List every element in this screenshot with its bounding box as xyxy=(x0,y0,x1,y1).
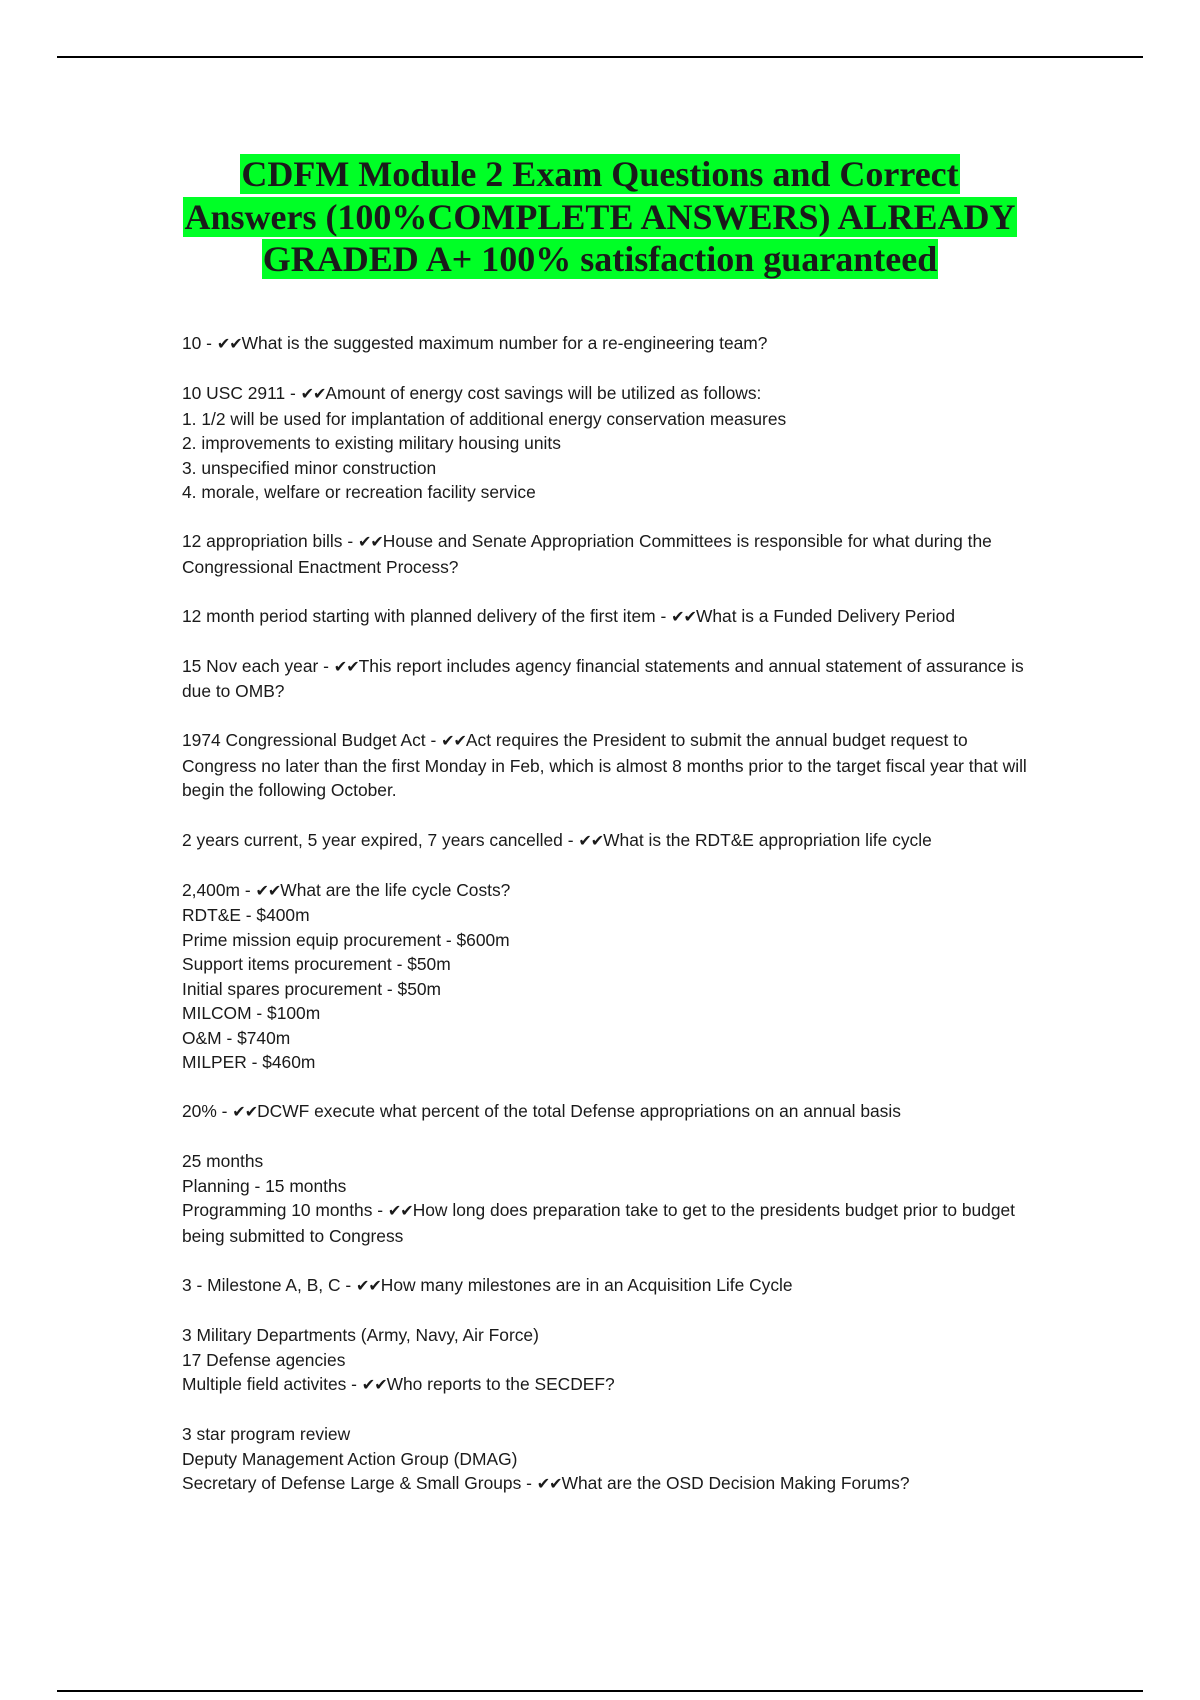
question-text: What is a Funded Delivery Period xyxy=(695,605,955,626)
question-text: How long does preparation take to get to the presidents budget prior to budget being submitted to Congress xyxy=(182,1200,1020,1246)
double-check-icon: ✔✔ xyxy=(536,1474,562,1494)
double-check-icon: ✔✔ xyxy=(671,606,696,626)
qa-entry xyxy=(182,604,1027,630)
bottom-rule xyxy=(57,1690,1143,1692)
double-check-icon: ✔✔ xyxy=(232,1102,258,1122)
page-title xyxy=(180,153,1020,281)
qa-entry xyxy=(182,828,1027,854)
answer-text: Programming 10 months xyxy=(182,1200,373,1221)
double-check-icon: ✔✔ xyxy=(578,830,604,850)
qa-entry xyxy=(182,381,1027,505)
answer-text: 15 Nov each year xyxy=(182,655,319,676)
top-rule xyxy=(57,56,1143,58)
answer-text: 12 month period starting with planned delivery of the first item xyxy=(182,605,656,626)
qa-entry xyxy=(182,1323,1027,1398)
qa-entry xyxy=(182,529,1027,579)
qa-main-line: 12 month period starting with planned delivery of the first item - ✔✔What is a Funded Delivery Period xyxy=(182,605,955,626)
answer-text: Secretary of Defense Large & Small Groups xyxy=(182,1473,522,1494)
answer-detail-line: RDT&E - $400m xyxy=(182,905,310,926)
qa-entry xyxy=(182,654,1027,704)
answer-detail-line: Prime mission equip procurement - $600m xyxy=(182,929,510,950)
double-check-icon: ✔✔ xyxy=(355,1275,381,1295)
question-text: DCWF execute what percent of the total Defense appropriations on an annual basis xyxy=(257,1101,901,1122)
question-text: House and Senate Appropriation Committees is responsible for what during the Congressional Enactment Process? xyxy=(182,531,997,577)
answer-text: 3 - Milestone A, B, C xyxy=(182,1274,341,1295)
qa-entry xyxy=(182,331,1027,357)
question-text: Act requires the President to submit the annual budget request to Congress no later than the first Monday in Feb, which is almost 8 months prior to the target fiscal year that will begin the following October. xyxy=(182,730,1032,801)
double-check-icon: ✔✔ xyxy=(216,334,242,353)
qa-entry xyxy=(182,878,1027,1075)
answer-text: 10 xyxy=(182,333,202,353)
answer-text: Multiple field activites xyxy=(182,1374,347,1395)
qa-main-line: 1974 Congressional Budget Act - ✔✔Act requires the President to submit the annual budget request to Congress no later than the first Monday in Feb, which is almost 8 months prior to the target fiscal year that will begin the following October. xyxy=(182,730,1032,801)
question-text: Amount of energy cost savings will be utilized as follows: xyxy=(325,383,762,404)
double-check-icon: ✔✔ xyxy=(300,384,326,404)
question-text: This report includes agency financial statements and annual statement of assurance is due to OMB? xyxy=(182,655,1029,702)
answer-text: 20% xyxy=(182,1101,217,1122)
qa-main-line: 12 appropriation bills - ✔✔House and Senate Appropriation Committees is responsible for what during the Congressional Enactment Process? xyxy=(182,531,997,577)
answer-text: 10 USC 2911 xyxy=(182,383,286,404)
answer-detail-line: O&M - $740m xyxy=(182,1027,291,1048)
double-check-icon: ✔✔ xyxy=(357,532,383,552)
qa-entry xyxy=(182,1273,1027,1299)
answer-context-line: 3 star program review xyxy=(182,1424,351,1445)
question-text: What is the suggested maximum number for a re-engineering team? xyxy=(241,333,768,353)
answer-context-line: Planning - 15 months xyxy=(182,1175,347,1196)
qa-main-line: 3 - Milestone A, B, C - ✔✔How many milestones are in an Acquisition Life Cycle xyxy=(182,1274,793,1295)
answer-text: 2 years current, 5 year expired, 7 years cancelled xyxy=(182,829,563,850)
answer-context-line: 25 months xyxy=(182,1151,264,1172)
answer-text: 1974 Congressional Budget Act xyxy=(182,730,426,751)
answer-detail-line: 2. improvements to existing military housing units xyxy=(182,433,561,454)
qa-main-line: 15 Nov each year - ✔✔This report includes agency financial statements and annual statement of assurance is due to OMB? xyxy=(182,655,1029,702)
qa-entry xyxy=(182,1149,1027,1248)
qa-main-line: 10 - ✔✔What is the suggested maximum number for a re-engineering team? xyxy=(182,333,768,353)
answer-detail-line: 4. morale, welfare or recreation facility service xyxy=(182,482,536,503)
qa-main-line: Secretary of Defense Large & Small Groups - ✔✔What are the OSD Decision Making Forums? xyxy=(182,1473,910,1494)
answer-text: 2,400m xyxy=(182,879,241,900)
double-check-icon: ✔✔ xyxy=(387,1201,413,1221)
question-text: What are the life cycle Costs? xyxy=(280,879,511,900)
answer-text: 12 appropriation bills xyxy=(182,531,343,552)
answer-context-line: 17 Defense agencies xyxy=(182,1349,346,1370)
qa-main-line: 10 USC 2911 - ✔✔Amount of energy cost savings will be utilized as follows: xyxy=(182,383,762,404)
double-check-icon: ✔✔ xyxy=(333,656,359,676)
answer-detail-line: MILPER - $460m xyxy=(182,1052,316,1073)
page-title-text: CDFM Module 2 Exam Questions and Correct Answers (100%COMPLETE ANSWERS) ALREADY GRADED A+ 100% satisfaction guaranteed xyxy=(184,154,1016,279)
answer-detail-line: Initial spares procurement - $50m xyxy=(182,978,442,999)
answer-detail-line: 3. unspecified minor construction xyxy=(182,457,437,478)
qa-entry xyxy=(182,1099,1027,1125)
question-text: Who reports to the SECDEF? xyxy=(386,1374,615,1395)
answer-context-line: 3 Military Departments (Army, Navy, Air Force) xyxy=(182,1325,539,1346)
answer-context-line: Deputy Management Action Group (DMAG) xyxy=(182,1448,518,1469)
double-check-icon: ✔✔ xyxy=(361,1375,387,1395)
double-check-icon: ✔✔ xyxy=(255,880,281,900)
question-text: What is the RDT&E appropriation life cycle xyxy=(603,829,932,850)
qa-main-line: 20% - ✔✔DCWF execute what percent of the total Defense appropriations on an annual basis xyxy=(182,1101,901,1122)
double-check-icon: ✔✔ xyxy=(441,731,466,751)
qa-main-line: Multiple field activites - ✔✔Who reports to the SECDEF? xyxy=(182,1374,615,1395)
question-answer-list xyxy=(182,331,1032,1521)
qa-entry xyxy=(182,1422,1027,1497)
qa-main-line: Programming 10 months - ✔✔How long does preparation take to get to the presidents budget prior to budget being submitted to Congress xyxy=(182,1200,1020,1246)
answer-detail-line: Support items procurement - $50m xyxy=(182,954,451,975)
qa-main-line: 2,400m - ✔✔What are the life cycle Costs? xyxy=(182,879,511,900)
answer-detail-line: 1. 1/2 will be used for implantation of additional energy conservation measures xyxy=(182,408,787,429)
qa-entry xyxy=(182,728,1032,803)
question-text: What are the OSD Decision Making Forums? xyxy=(561,1473,910,1494)
question-text: How many milestones are in an Acquisition Life Cycle xyxy=(380,1274,793,1295)
answer-detail-line: MILCOM - $100m xyxy=(182,1003,321,1024)
qa-main-line: 2 years current, 5 year expired, 7 years cancelled - ✔✔What is the RDT&E appropriation life cycle xyxy=(182,829,932,850)
